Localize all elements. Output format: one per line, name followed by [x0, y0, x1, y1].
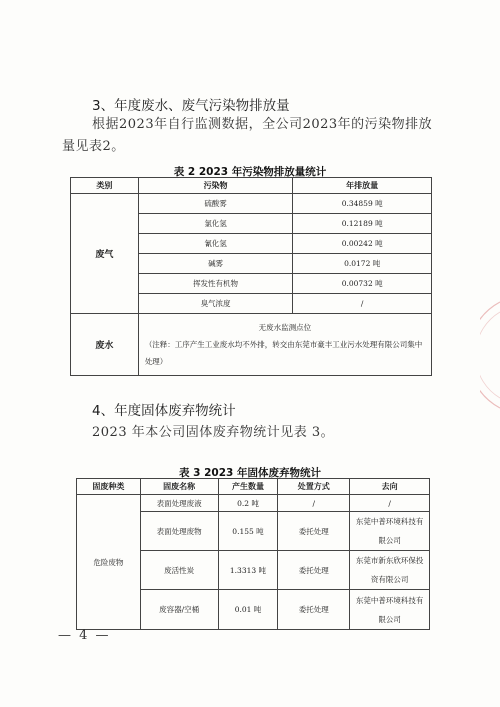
col-header-pollutant: 污染物: [138, 178, 293, 194]
table-row-pollutant: 硫酸雾: [138, 194, 293, 214]
col-header-waste-name: 固废名称: [140, 479, 218, 495]
table-row-method: /: [278, 495, 350, 512]
water-note-line1: 无废水监测点位: [258, 323, 312, 332]
seal-edge-icon: [480, 300, 500, 410]
col-header-disposal: 处置方式: [278, 479, 350, 495]
table-row-qty: 0.2 吨: [218, 495, 278, 512]
table-row-dest: 东莞中普环境科技有限公司: [350, 512, 430, 551]
col-header-waste-type: 固废种类: [77, 479, 141, 495]
table-row-qty: 0.155 吨: [218, 512, 278, 551]
table-row-dest: 东莞中普环境科技有限公司: [350, 590, 430, 630]
table-row-pollutant: 氰化氢: [138, 234, 293, 254]
col-header-amount: 年排放量: [293, 178, 432, 194]
category-hazardous: 危险废物: [77, 495, 141, 630]
section-4-paragraph: 2023 年本公司固体废弃物统计见表 3。: [92, 425, 335, 440]
category-gas: 废气: [71, 194, 139, 314]
table-row-name: 废活性炭: [140, 551, 218, 590]
table-row-amount: 0.12189 吨: [293, 214, 432, 234]
table-2-caption: 表 2 2023 年污染物排放量统计: [173, 166, 327, 178]
table-row-method: 委托处理: [278, 512, 350, 551]
table-row-pollutant: 臭气浓度: [138, 294, 293, 314]
table-row-dest: 东莞市新东欣环保投资有限公司: [350, 551, 430, 590]
page-number: — 4 —: [58, 628, 111, 643]
table-row-pollutant: 碱雾: [138, 254, 293, 274]
table-row-name: 表面处理废液: [140, 495, 218, 512]
table-row-amount: 0.0172 吨: [293, 254, 432, 274]
solid-waste-table: [76, 478, 430, 630]
section-4-title: 4、年度固体废弃物统计: [92, 403, 236, 419]
table-row-qty: 1.3313 吨: [218, 551, 278, 590]
table-row-qty: 0.01 吨: [218, 590, 278, 630]
water-note-line2: （注释：工序产生工业废水均不外排，转交由东莞市豪丰工业污水处理有限公司集中处理）: [144, 340, 423, 366]
col-header-category: 类别: [71, 178, 139, 194]
table-row-amount: 0.34859 吨: [293, 194, 432, 214]
col-header-quantity: 产生数量: [218, 479, 278, 495]
col-header-destination: 去向: [350, 479, 430, 495]
section-3-title: 3、年度废水、废气污染物排放量: [92, 98, 290, 114]
table-row-pollutant: 挥发性有机物: [138, 274, 293, 294]
table-row-name: 废容器/空桶: [140, 590, 218, 630]
table-row-amount: 0.00242 吨: [293, 234, 432, 254]
table-row-amount: 0.00732 吨: [293, 274, 432, 294]
table-3-caption: 表 3 2023 年固体废弃物统计: [179, 467, 321, 479]
section-3-paragraph: 根据2023年自行监测数据，全公司2023年的污染物排放量见表2。: [62, 117, 433, 154]
table-row-pollutant: 氯化氢: [138, 214, 293, 234]
table-row-method: 委托处理: [278, 551, 350, 590]
water-note: [138, 314, 431, 376]
category-water: 废水: [71, 314, 139, 376]
table-row-amount: /: [293, 294, 432, 314]
table-row-method: 委托处理: [278, 590, 350, 630]
table-row-name: 表面处理废物: [140, 512, 218, 551]
table-row-dest: /: [350, 495, 430, 512]
emissions-table: [70, 177, 432, 376]
